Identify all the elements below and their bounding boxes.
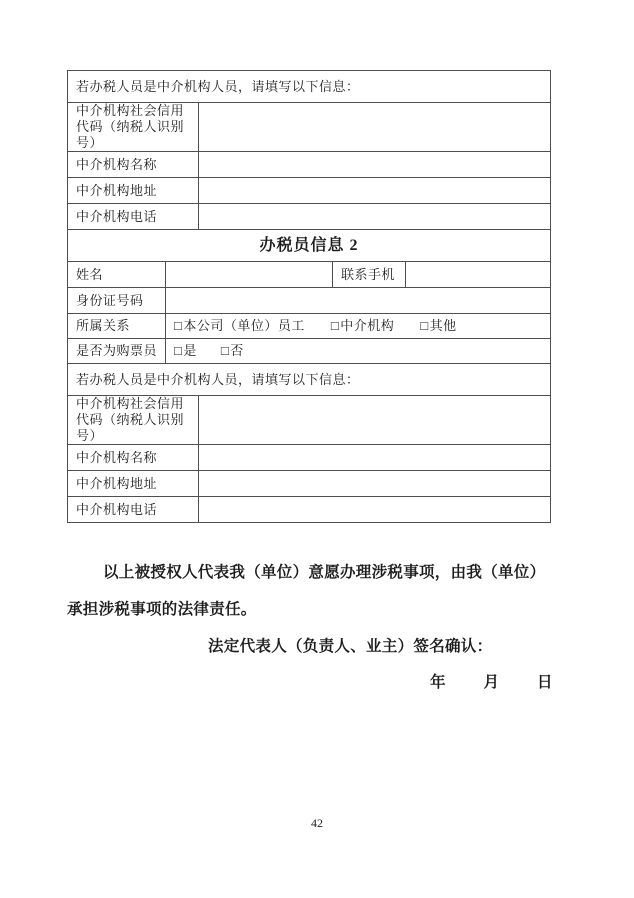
relationship-option-intermediary	[331, 318, 394, 334]
table-row	[68, 152, 551, 178]
checkbox-unchecked-icon[interactable]: □	[330, 318, 340, 333]
name-value-cell[interactable]	[166, 262, 333, 288]
id-number-label: 身份证号码	[68, 288, 166, 314]
checkbox-unchecked-icon[interactable]: □	[220, 343, 230, 358]
section-title-operator-info-2: 办税员信息 2	[68, 230, 551, 262]
field-label: 中介机构电话	[68, 497, 199, 523]
table-row	[68, 71, 551, 103]
declaration-line: 以上被授权人代表我（单位）意愿办理涉税事项，由我（单位）	[103, 564, 546, 581]
ticket-agent-option-yes	[174, 343, 197, 359]
name-label: 姓名	[68, 262, 166, 288]
field-value-cell[interactable]	[199, 497, 551, 523]
page-number: 42	[311, 816, 323, 830]
field-value-cell[interactable]	[199, 396, 551, 445]
table-row	[68, 204, 551, 230]
field-label: 中介机构地址	[68, 471, 199, 497]
table-row	[68, 314, 551, 339]
field-label: 中介机构地址	[68, 178, 199, 204]
tax-agent-authorization-table	[67, 70, 551, 523]
table-row	[68, 396, 551, 445]
relationship-option-company-employee	[174, 318, 305, 334]
field-label: 中介机构社会信用代码（纳税人识别号）	[68, 103, 199, 152]
ticket-agent-options-cell	[166, 339, 551, 364]
field-label: 中介机构社会信用代码（纳税人识别号）	[68, 396, 199, 445]
table-row	[68, 103, 551, 152]
declaration-paragraph	[67, 554, 550, 628]
checkbox-option-label: 是	[183, 343, 197, 358]
table-row	[68, 364, 551, 396]
agency-note-top: 若办税人员是中介机构人员，请填写以下信息：	[68, 71, 551, 103]
checkbox-unchecked-icon[interactable]: □	[420, 318, 429, 333]
table-row	[68, 339, 551, 364]
table-row	[68, 178, 551, 204]
table-row	[68, 230, 551, 262]
date-part-year: 年	[430, 674, 446, 691]
document-page-content	[67, 70, 553, 692]
table-row	[68, 471, 551, 497]
field-label: 中介机构名称	[68, 445, 199, 471]
declaration-line: 承担涉税事项的法律责任。	[67, 601, 257, 618]
checkbox-option-label: 否	[230, 343, 244, 358]
date-part-day: 日	[537, 674, 553, 691]
field-label: 中介机构名称	[68, 152, 199, 178]
relationship-option-other	[420, 318, 456, 334]
table-row	[68, 262, 551, 288]
checkbox-unchecked-icon[interactable]: □	[174, 343, 183, 358]
relationship-label: 所属关系	[68, 314, 166, 339]
signature-confirmation-label: 法定代表人（负责人、业主）签名确认：	[208, 638, 493, 655]
date-part-month: 月	[483, 674, 500, 691]
field-value-cell[interactable]	[199, 471, 551, 497]
checkbox-unchecked-icon[interactable]: □	[174, 318, 183, 333]
checkbox-option-label: 其他	[429, 318, 457, 333]
field-value-cell[interactable]	[199, 445, 551, 471]
phone-value-cell[interactable]	[406, 262, 551, 288]
table-row	[68, 445, 551, 471]
field-label: 中介机构电话	[68, 204, 199, 230]
table-row	[68, 497, 551, 523]
ticket-agent-label: 是否为购票员	[68, 339, 166, 364]
field-value-cell[interactable]	[199, 152, 551, 178]
table-row	[68, 288, 551, 314]
id-number-value-cell[interactable]	[166, 288, 551, 314]
field-value-cell[interactable]	[199, 103, 551, 152]
relationship-options-cell	[166, 314, 551, 339]
checkbox-option-label: 本公司（单位）员工	[183, 318, 305, 333]
phone-label: 联系手机	[333, 262, 406, 288]
agency-note-bottom: 若办税人员是中介机构人员，请填写以下信息：	[68, 364, 551, 396]
field-value-cell[interactable]	[199, 178, 551, 204]
checkbox-option-label: 中介机构	[340, 318, 395, 333]
date-line	[430, 670, 553, 692]
ticket-agent-option-no	[221, 343, 244, 359]
field-value-cell[interactable]	[199, 204, 551, 230]
